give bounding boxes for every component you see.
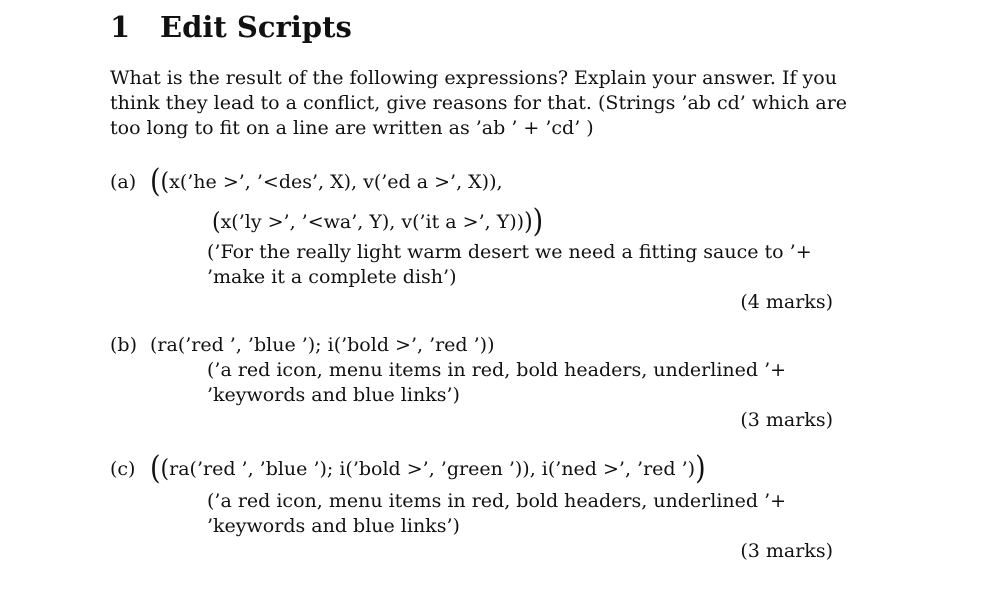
question-a-expression-line1	[150, 163, 503, 200]
open-paren: (	[160, 455, 170, 484]
expression-text: ra(’red ’, ’blue ’); i(’bold >’, ’green ’)), i(’ned >’, ’red ’)	[169, 458, 696, 480]
question-a-label: (a)	[110, 171, 137, 193]
expression-text: x(’ly >’, ’<wa’, Y), v(’it a >’, Y))	[220, 211, 525, 233]
intro-line: What is the result of the following expressions? Explain your answer. If you	[110, 67, 837, 89]
open-paren: (	[150, 163, 161, 200]
expression-text: x(’he >’, ’<des’, X), v(’ed a >’, X)),	[169, 171, 503, 193]
intro-paragraph	[110, 66, 848, 141]
close-paren: )	[524, 208, 533, 237]
question-c-answer-line2: ’keywords and blue links’)	[207, 515, 460, 537]
question-a-answer-line2: ’make it a complete dish’)	[207, 266, 457, 288]
intro-line: think they lead to a conflict, give reasons for that. (Strings ’ab cd’ which are	[110, 92, 848, 114]
question-b-marks: (3 marks)	[740, 409, 833, 431]
open-paren: (	[150, 450, 161, 487]
question-b-answer-line1: (’a red icon, menu items in red, bold headers, underlined ’+	[207, 359, 787, 381]
section-heading	[110, 10, 352, 44]
question-c-label: (c)	[110, 458, 136, 480]
question-a-marks: (4 marks)	[740, 291, 833, 313]
question-b-answer-line2: ’keywords and blue links’)	[207, 384, 460, 406]
open-paren: (	[160, 168, 170, 197]
question-c-answer-line1: (’a red icon, menu items in red, bold headers, underlined ’+	[207, 490, 787, 512]
section-number: 1	[110, 10, 131, 44]
question-c-expression	[150, 450, 706, 487]
intro-line: too long to fit on a line are written as ’ab ’ + ’cd’ )	[110, 117, 594, 139]
question-b-expression: (ra(’red ’, ’blue ’); i(’bold >’, ’red ’))	[150, 334, 495, 356]
close-paren: )	[532, 203, 544, 240]
question-b-label: (b)	[110, 334, 137, 356]
section-title: Edit Scripts	[160, 10, 352, 44]
question-a-answer-line1: (’For the really light warm desert we need a fitting sauce to ’+	[207, 241, 812, 263]
open-paren: (	[212, 208, 221, 237]
close-paren: )	[695, 450, 706, 487]
question-a-expression-line2	[212, 203, 544, 240]
question-c-marks: (3 marks)	[740, 540, 833, 562]
